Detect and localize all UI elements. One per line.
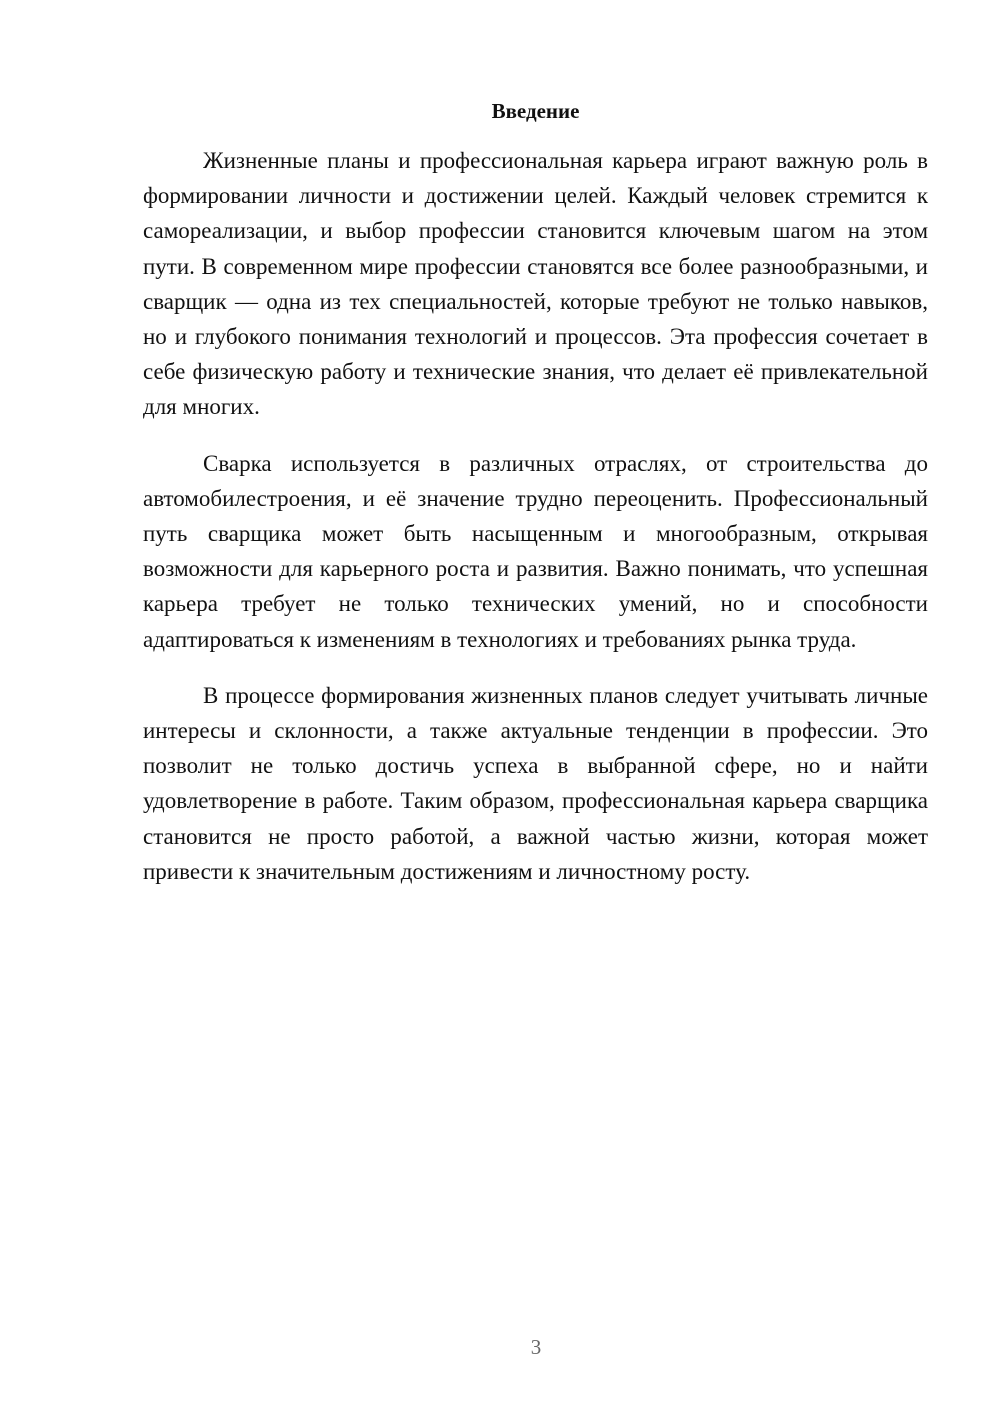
paragraph-1: Жизненные планы и профессиональная карьера играют важную роль в формировании личности и достижении целей. Каждый человек стремится к самореализации, и выбор профессии становится ключевым шагом на этом пути. В современном мире профессии становятся все более разнообразными, и сварщик — одна из тех специальностей, которые требуют не только навыков, но и глубокого понимания технологий и процессов. Эта профессия сочетает в себе физическую работу и технические знания, что делает её привлекательной для многих.	[143, 148, 928, 420]
paragraph-2: Сварка используется в различных отраслях, от строительства до автомобилестроения, и её значение трудно переоценить. Профессиональный путь сварщика может быть насыщенным и многообразным, открывая возможности для карьерного роста и развития. Важно понимать, что успешная карьера требует не только технических умений, но и способности адаптироваться к изменениям в технологиях и требованиях рынка труда.	[143, 450, 928, 652]
section-heading: Введение	[491, 99, 580, 123]
body-text	[143, 143, 928, 910]
page-number: 3	[530, 1335, 542, 1359]
paragraph-3: В процессе формирования жизненных планов следует учитывать личные интересы и склонности, а также актуальные тенденции в профессии. Это позволит не только достичь успеха в выбранной сфере, но и найти удовлетворение в работе. Таким образом, профессиональная карьера сварщика становится не просто работой, а важной частью жизни, которая может привести к значительным достижениям и личностному росту.	[143, 682, 928, 884]
